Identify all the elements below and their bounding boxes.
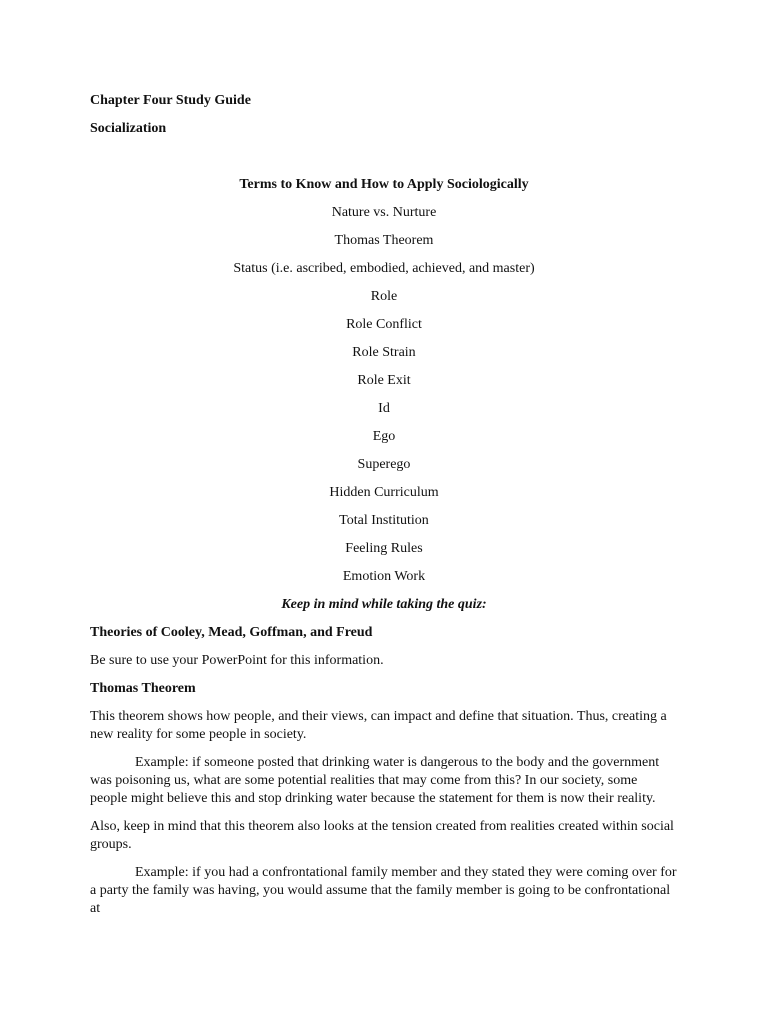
term-item: Id bbox=[378, 401, 390, 416]
document-subtitle: Socialization bbox=[90, 121, 167, 136]
term-item: Hidden Curriculum bbox=[329, 485, 439, 500]
term-item: Role Strain bbox=[352, 345, 416, 360]
terms-heading: Terms to Know and How to Apply Sociologically bbox=[239, 177, 529, 192]
document-title: Chapter Four Study Guide bbox=[90, 93, 251, 108]
term-item: Role Conflict bbox=[346, 317, 422, 332]
quiz-note: Keep in mind while taking the quiz: bbox=[281, 597, 487, 612]
term-item: Ego bbox=[372, 429, 396, 444]
term-item: Status (i.e. ascribed, embodied, achieved, and master) bbox=[233, 261, 535, 276]
term-item: Emotion Work bbox=[342, 569, 426, 584]
term-item: Superego bbox=[357, 457, 411, 472]
term-item: Role Exit bbox=[357, 373, 411, 388]
thomas-theorem-also: Also, keep in mind that this theorem also looks at the tension created from realities created within social groups. bbox=[90, 819, 674, 852]
document-body bbox=[90, 92, 678, 928]
term-item: Total Institution bbox=[339, 513, 429, 528]
theories-text: Be sure to use your PowerPoint for this information. bbox=[90, 653, 384, 668]
term-item: Feeling Rules bbox=[345, 541, 423, 556]
term-item: Role bbox=[370, 289, 398, 304]
theories-heading: Theories of Cooley, Mead, Goffman, and Freud bbox=[90, 625, 373, 640]
term-item: Thomas Theorem bbox=[334, 233, 434, 248]
thomas-theorem-example-1: Example: if someone posted that drinking water is dangerous to the body and the government was poisoning us, what are some potential realities that may come from this? In our society, some people might believe this and stop drinking water because the statement for them is now their reality. bbox=[90, 755, 660, 806]
thomas-theorem-intro: This theorem shows how people, and their views, can impact and define that situation. Thus, creating a new reality for some people in society. bbox=[90, 709, 667, 742]
thomas-theorem-heading: Thomas Theorem bbox=[90, 681, 196, 696]
term-item: Nature vs. Nurture bbox=[331, 205, 437, 220]
thomas-theorem-example-2: Example: if you had a confrontational family member and they stated they were coming over for a party the family was having, you would assume that the family member is going to be confrontational at bbox=[90, 865, 677, 916]
terms-list bbox=[90, 204, 678, 586]
